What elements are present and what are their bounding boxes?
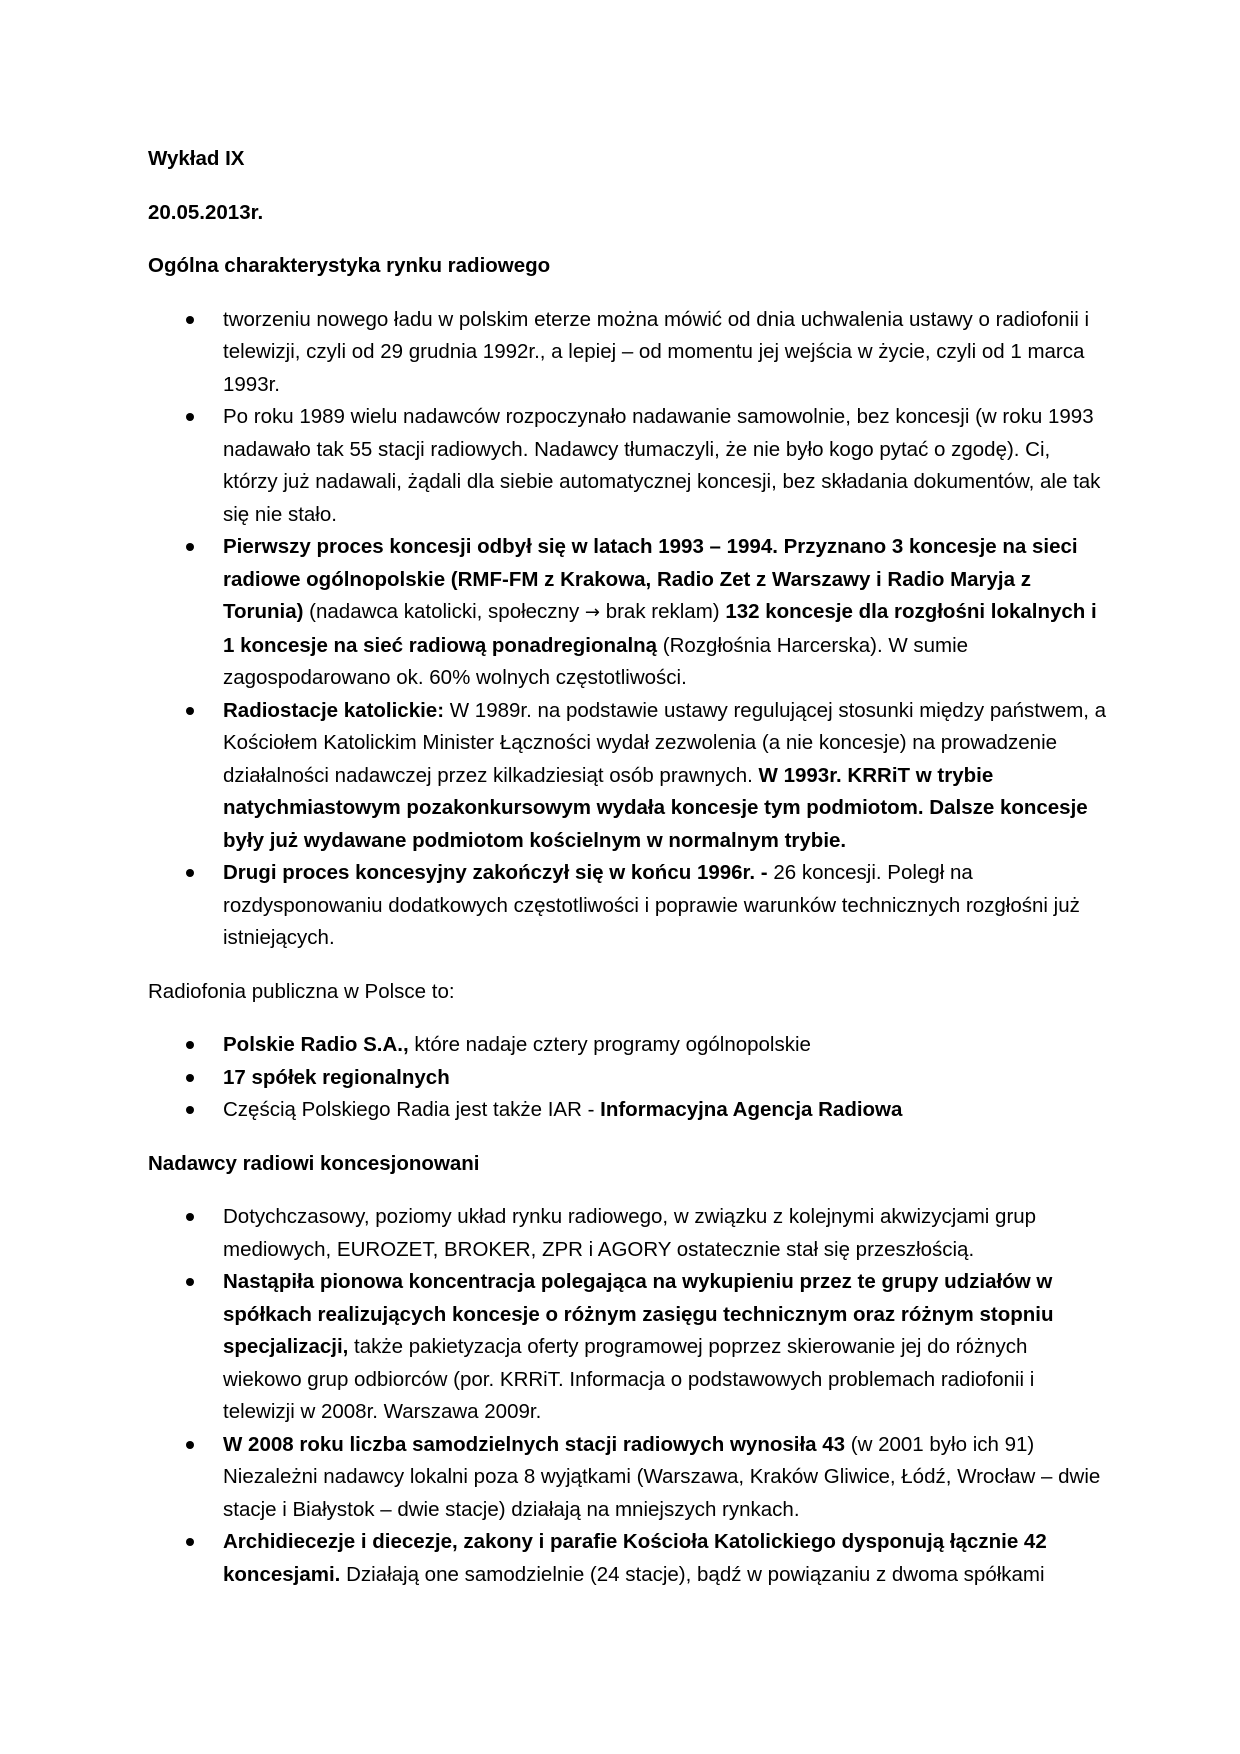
bullet-icon [186,707,194,715]
list-item [148,695,1110,858]
item-text: W 1989r. na podstawie ustawy regulującej stosunki między państwem, a Kościołem Katolickim Minister Łączności wydał zezwolenia (a nie koncesje) na prowadzenie działalności nadawczej przez kilkadziesiąt osób prawnych. [223,698,1107,787]
bullet-icon [186,1106,194,1114]
item-bold-text: Informacyjna Agencja Radiowa [600,1098,903,1121]
list-item [148,304,1110,402]
item-bold-text: Radiostacje katolickie: [223,698,445,722]
item-bold-text: Archidiecezje i diecezje, zakony i parafie Kościoła Katolickiego dysponują łącznie 42 koncesjami. [223,1530,1047,1586]
list-item [148,1029,1110,1062]
radio-market-list [148,304,1110,955]
bullet-icon [186,316,194,324]
item-text: Dotychczasowy, poziomy układ rynku radiowego, w związku z kolejnymi akwizycjami grup mediowych, EUROZET, BROKER, ZPR i AGORY ostatecznie stał się przeszłością. [223,1205,1037,1261]
item-text: 26 koncesji. Poległ na rozdysponowaniu dodatkowych częstotliwości i poprawie warunków technicznych rozgłośni już istniejących. [223,861,1080,949]
bullet-icon [186,869,194,877]
item-bold-text: 132 koncesje dla rozgłośni lokalnych i 1 koncesje na sieć radiową ponadregionalną [223,600,1097,657]
item-text: tworzeniu nowego ładu w polskim eterze można mówić od dnia uchwalenia ustawy o radiofonii i telewizji, czyli od 29 grudnia 1992r., a lepiej – od momentu jej wejścia w życie, czyli od 1 marca 1993r. [223,307,1090,396]
item-text: także pakietyzacja oferty programowej poprzez skierowanie jej do różnych wiekowo grup odbiorców (por. KRRiT. Informacja o podstawowych problemach radiofonii i telewizji w 2008r. Warszawa 2009r. [223,1335,1035,1423]
public-radio-intro: Radiofonia publiczna w Polsce to: [148,979,455,1003]
lecture-date: 20.05.2013r. [148,200,264,224]
item-text: (nadawca katolicki, społeczny [303,600,585,623]
list-item [148,1062,1110,1095]
item-text: które nadaje cztery programy ogólnopolskie [408,1033,811,1056]
bullet-icon [186,1278,194,1286]
item-text: (w 2001 było ich 91) Niezależni nadawcy lokalni poza 8 wyjątkami (Warszawa, Kraków Gliwice, Łódź, Wrocław – dwie stacje i Białystok – dwie stacje) działają na mniejszych rynkach. [223,1432,1101,1521]
item-text: brak reklam) [600,600,726,623]
bullet-icon [186,1213,194,1221]
item-text: Działają one samodzielnie (24 stacje), bądź w powiązaniu z dwoma spółkami [340,1562,1045,1586]
item-bold-text: W 2008 roku liczba samodzielnych stacji radiowych wynosiła 43 [223,1432,846,1456]
bullet-icon [186,1074,194,1082]
licensed-broadcasters-list [148,1201,1110,1591]
list-item [148,1266,1110,1429]
bullet-icon [186,1041,194,1049]
item-bold-text: Nastąpiła pionowa koncentracja polegająca na wykupieniu przez te grupy udziałów w spółkach realizujących koncesje o różnym zasięgu technicznym oraz różnym stopniu specjalizacji, [223,1270,1054,1358]
item-bold-text: 17 spółek regionalnych [223,1065,450,1089]
bullet-icon [186,543,194,551]
public-radio-list [148,1029,1110,1127]
item-bold-text: Pierwszy proces koncesji odbył się w latach 1993 – 1994. Przyznano 3 koncesje na sieci radiowe ogólnopolskie (RMF-FM z Krakowa, Radio Zet z Warszawy i Radio Maryja z Torunia) [223,535,1078,623]
item-text: Po roku 1989 wielu nadawców rozpoczynało nadawanie samowolnie, bez koncesji (w roku 1993 nadawało tak 55 stacji radiowych. Nadawcy tłumaczyli, że nie było kogo pytać o zgodę). Ci, którzy już nadawali, żądali dla siebie automatycznej koncesji, bez składania dokumentów, ale tak się nie stało. [223,405,1101,526]
lecture-title: Wykład IX [148,147,245,170]
list-item [148,1201,1110,1266]
list-item [148,1429,1110,1527]
item-text: Częścią Polskiego Radia jest także IAR - [223,1098,601,1121]
arrow-right-icon: → [584,602,600,623]
bullet-icon [186,413,194,421]
item-bold-text: Polskie Radio S.A., [223,1033,409,1056]
list-item [148,1094,1110,1127]
list-item [148,401,1110,531]
list-item [148,531,1110,695]
section-heading-radio-market: Ogólna charakterystyka rynku radiowego [148,254,551,277]
item-text: (Rozgłośnia Harcerska). W sumie zagospodarowano ok. 60% wolnych częstotliwości. [223,633,969,689]
bullet-icon [186,1538,194,1546]
item-bold-text: Drugi proces koncesyjny zakończył się w końcu 1996r. - [223,861,768,884]
bullet-icon [186,1441,194,1449]
list-item [148,1526,1110,1591]
list-item [148,857,1110,955]
section-heading-licensed-broadcasters: Nadawcy radiowi koncesjonowani [148,1151,480,1175]
item-bold-text: W 1993r. KRRiT w trybie natychmiastowym pozakonkursowym wydała koncesje tym podmiotom. Dalsze koncesje były już wydawane podmiotom kościelnym w normalnym trybie. [223,763,1088,852]
